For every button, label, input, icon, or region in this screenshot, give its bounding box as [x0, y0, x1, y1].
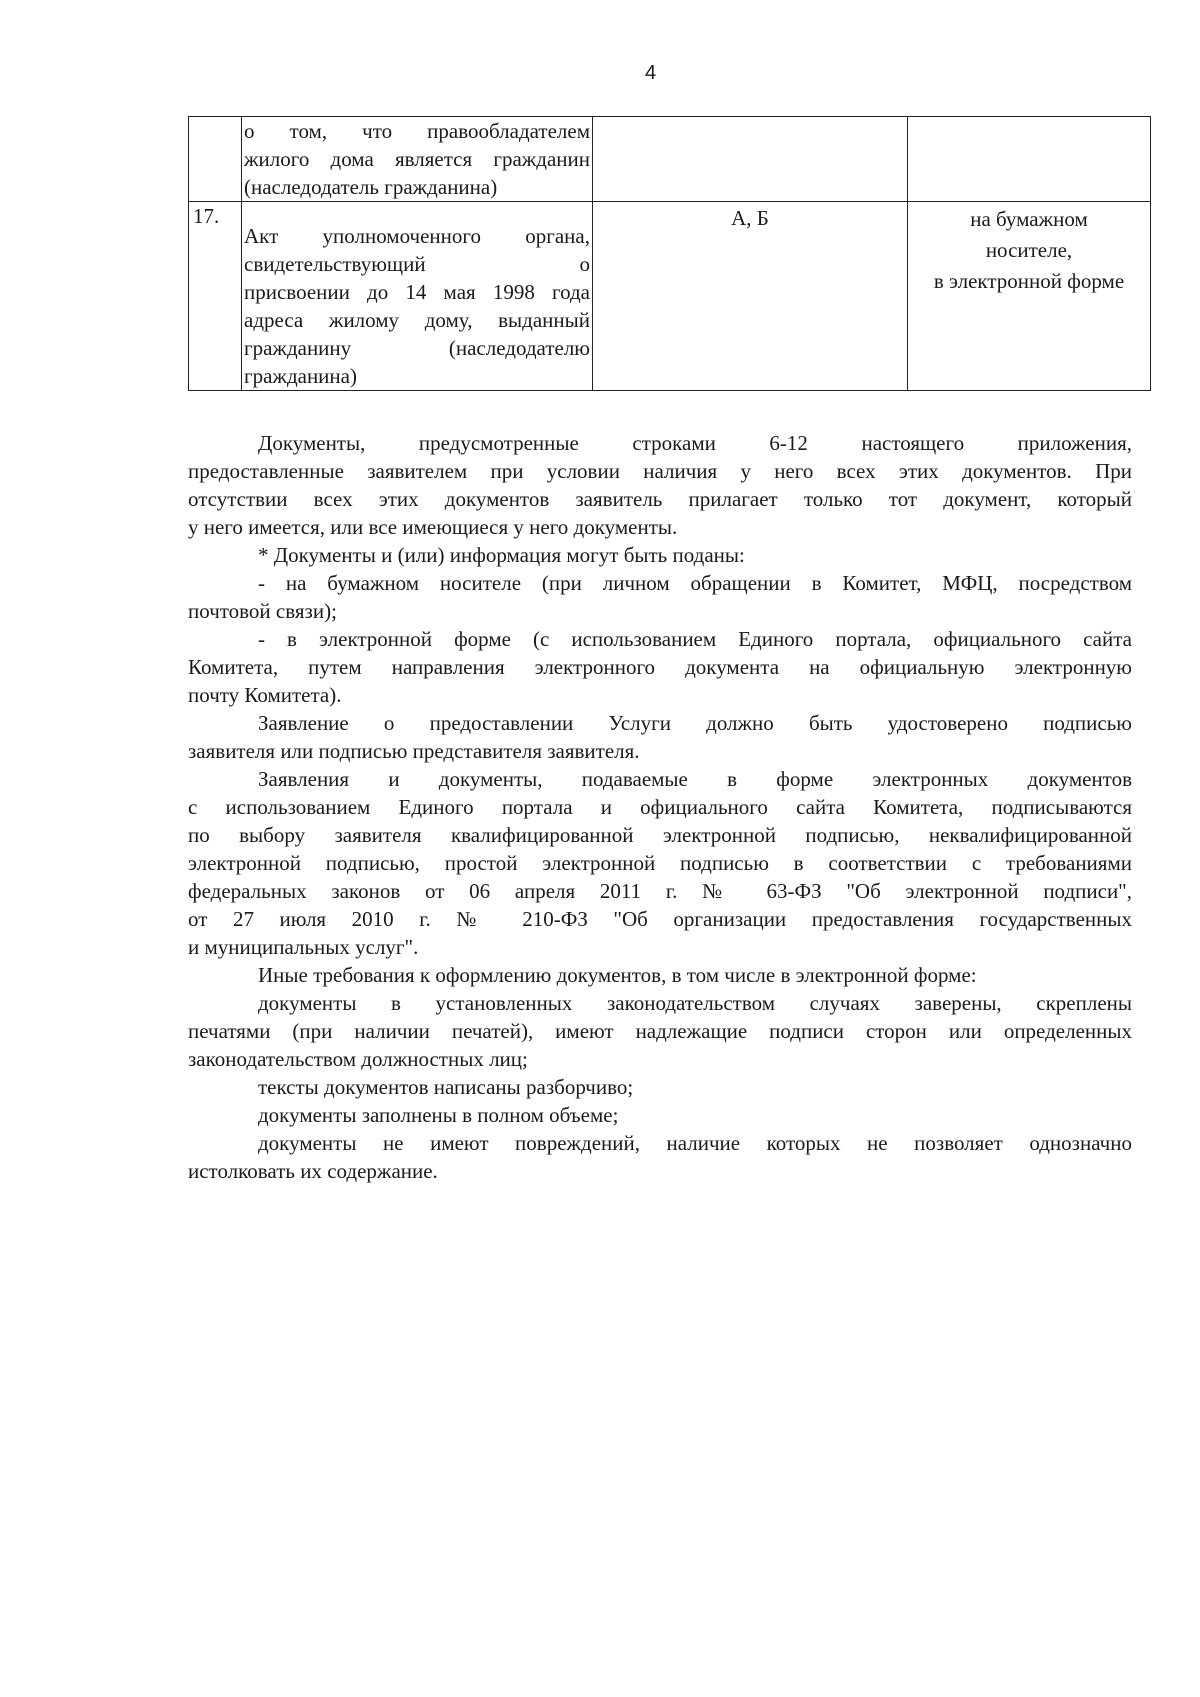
text-line: предоставленные заявителем при условии наличия у него всех этих документов. При [188, 459, 1132, 483]
paragraph-complete-documents [188, 1101, 1132, 1129]
document-line: (наследодатель гражданина) [244, 175, 498, 199]
paragraph-submission-intro [188, 541, 1132, 569]
text-line: с использованием Единого портала и официального сайта Комитета, подписываются [188, 795, 1132, 819]
paragraph-documents-rows [188, 429, 1132, 541]
text-line: тексты документов написаны разборчиво; [258, 1075, 634, 1099]
document-line: гражданину (наследодателю [244, 336, 590, 360]
document-line: гражданина) [244, 364, 357, 388]
submission-form-cell [908, 202, 1151, 391]
paragraph-paper-form [188, 569, 1132, 625]
text-line: Комитета, путем направления электронного документа на официальную электронную [188, 655, 1132, 679]
document-line: присвоении до 14 мая 1998 года [244, 280, 590, 304]
table-row [189, 202, 1151, 391]
text-line: Заявление о предоставлении Услуги должно быть удостоверено подписью [258, 711, 1132, 735]
paragraph-electronic-form [188, 625, 1132, 709]
text-line: у него имеется, или все имеющиеся у него документы. [188, 515, 678, 539]
text-line: электронной подписью, простой электронной подписью в соответствии с требованиями [188, 851, 1132, 875]
paragraph-no-damage [188, 1129, 1132, 1185]
form-line: в электронной форме [933, 269, 1125, 293]
submission-form-cell [908, 117, 1151, 202]
applicant-category-cell [593, 117, 908, 202]
paragraph-application-signature [188, 709, 1132, 765]
paragraph-certified-documents [188, 989, 1132, 1073]
text-line: почтовой связи); [188, 599, 337, 623]
applicant-category-cell: А, Б [593, 202, 908, 391]
document-line: свидетельствующий о [244, 252, 590, 276]
text-line: документы не имеют повреждений, наличие которых не позволяет однозначно [258, 1131, 1132, 1155]
text-line: и муниципальных услуг". [188, 935, 419, 959]
document-line: о том, что правообладателем [244, 119, 590, 143]
document-line: адреса жилому дому, выданный [244, 308, 590, 332]
text-line: от 27 июля 2010 г. № 210-ФЗ "Об организации предоставления государственных [188, 907, 1132, 931]
text-line: печатями (при наличии печатей), имеют надлежащие подписи сторон или определенных [188, 1019, 1132, 1043]
documents-table [188, 116, 1151, 391]
table-row [189, 117, 1151, 202]
row-number-cell: 17. [189, 202, 242, 391]
text-line: федеральных законов от 06 апреля 2011 г. № 63-ФЗ "Об электронной подписи", [188, 879, 1132, 903]
text-line: - на бумажном носителе (при личном обращении в Комитет, МФЦ, посредством [258, 571, 1132, 595]
form-line: носителе, [985, 238, 1073, 262]
text-line: отсутствии всех этих документов заявитель прилагает только тот документ, который [188, 487, 1132, 511]
row-number-cell [189, 117, 242, 202]
text-line: по выбору заявителя квалифицированной электронной подписью, неквалифицированной [188, 823, 1132, 847]
paragraph-other-requirements [188, 961, 1132, 989]
text-line: законодательством должностных лиц; [188, 1047, 528, 1071]
document-description-cell [242, 117, 593, 202]
text-line: * Документы и (или) информация могут быть поданы: [258, 543, 745, 567]
paragraph-electronic-signature [188, 765, 1132, 961]
paragraph-legible-texts [188, 1073, 1132, 1101]
page-number: 4 [645, 62, 657, 84]
text-line: - в электронной форме (с использованием Единого портала, официального сайта [258, 627, 1132, 651]
document-description-cell [242, 202, 593, 391]
document-line: Акт уполномоченного органа, [244, 224, 590, 248]
text-line: документы в установленных законодательством случаях заверены, скреплены [258, 991, 1132, 1015]
text-line: Заявления и документы, подаваемые в форме электронных документов [258, 767, 1132, 791]
form-line: на бумажном [970, 207, 1088, 231]
document-line: жилого дома является гражданин [244, 147, 590, 171]
text-line: документы заполнены в полном объеме; [258, 1103, 619, 1127]
text-line: Документы, предусмотренные строками 6-12 настоящего приложения, [258, 431, 1132, 455]
text-line: заявителя или подписью представителя заявителя. [188, 739, 640, 763]
text-line: истолковать их содержание. [188, 1159, 438, 1183]
body-text [188, 429, 1132, 1185]
text-line: Иные требования к оформлению документов, в том числе в электронной форме: [258, 963, 977, 987]
text-line: почту Комитета). [188, 683, 342, 707]
